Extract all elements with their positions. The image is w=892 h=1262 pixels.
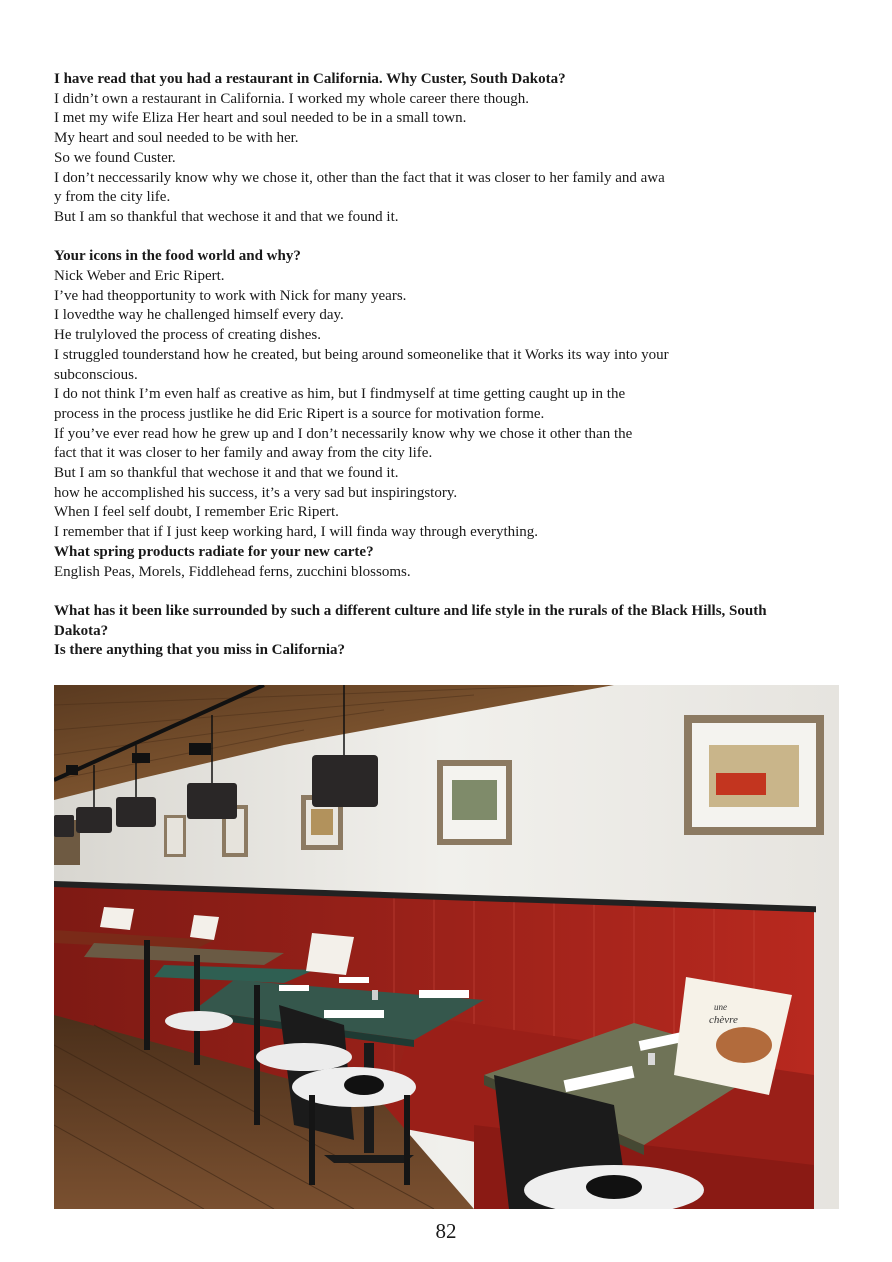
answer-2-line: I lovedthe way he challenged himself every day. (54, 307, 344, 324)
page-number: 82 (435, 1219, 457, 1243)
question-2: Your icons in the food world and why? (54, 248, 301, 265)
answer-2-line: He trulyloved the process of creating dishes. (54, 327, 322, 344)
question-1: I have read that you had a restaurant in California. Why Custer, South Dakota? (54, 71, 566, 87)
answer-2-line: I do not think I’m even half as creative as him, but I findmyself at time getting caught up in the (54, 386, 626, 403)
answer-1-line: I don’t neccessarily know why we chose it, other than the fact that it was closer to her family and awa (54, 169, 665, 186)
framed-photo-horse (437, 760, 512, 845)
answer-2-line: process in the process justlike he did Eric Ripert is a source for motivation forme. (54, 405, 545, 422)
question-4-line-2: Dakota? (54, 622, 109, 639)
question-4-line-1: What has it been like surrounded by such a different culture and life style in the rurals of the Black Hills, South (54, 602, 767, 619)
article-text (54, 70, 844, 661)
answer-1-line: So we found Custer. (54, 149, 176, 166)
answer-2-line: how he accomplished his success, it’s a very sad but inspiringstory. (54, 484, 458, 501)
restaurant-interior-photo (54, 685, 839, 1209)
spacer (54, 582, 844, 602)
spacer (54, 228, 844, 248)
answer-1-line: y from the city life. (54, 189, 171, 206)
answer-2-line: I’ve had theopportunity to work with Nick for many years. (54, 287, 407, 304)
answer-2-line: When I feel self doubt, I remember Eric Ripert. (54, 504, 339, 521)
pillow-text-une: une (714, 1002, 727, 1012)
answer-2-line: I struggled tounderstand how he created, but being around someonelike that it Works its way into your (54, 346, 669, 363)
answer-1-line: But I am so thankful that wechose it and that we found it. (54, 208, 399, 225)
answer-2-line: subconscious. (54, 366, 138, 383)
restaurant-illustration (54, 685, 839, 1209)
answer-2-line: If you’ve ever read how he grew up and I don’t necessarily know why we chose it other than the (54, 425, 633, 442)
answer-1-line: I met my wife Eliza Her heart and soul needed to be in a small town. (54, 110, 467, 127)
answer-1-line: I didn’t own a restaurant in California. I worked my whole career there though. (54, 90, 529, 107)
framed-photo-small-3 (164, 815, 186, 857)
answer-1-line: My heart and soul needed to be with her. (54, 130, 299, 147)
question-3: What spring products radiate for your new carte? (54, 543, 374, 560)
answer-3: English Peas, Morels, Fiddlehead ferns, zucchini blossoms. (54, 563, 411, 580)
answer-2-line: I remember that if I just keep working hard, I will finda way through everything. (54, 524, 539, 541)
answer-2-line: Nick Weber and Eric Ripert. (54, 268, 225, 285)
answer-2-line: fact that it was closer to her family and away from the city life. (54, 445, 433, 462)
answer-2-line: But I am so thankful that wechose it and that we found it. (54, 465, 399, 482)
framed-photo-truck (684, 715, 824, 835)
question-5: Is there anything that you miss in California? (54, 642, 346, 659)
pillow-text-chevre: chèvre (709, 1014, 738, 1026)
